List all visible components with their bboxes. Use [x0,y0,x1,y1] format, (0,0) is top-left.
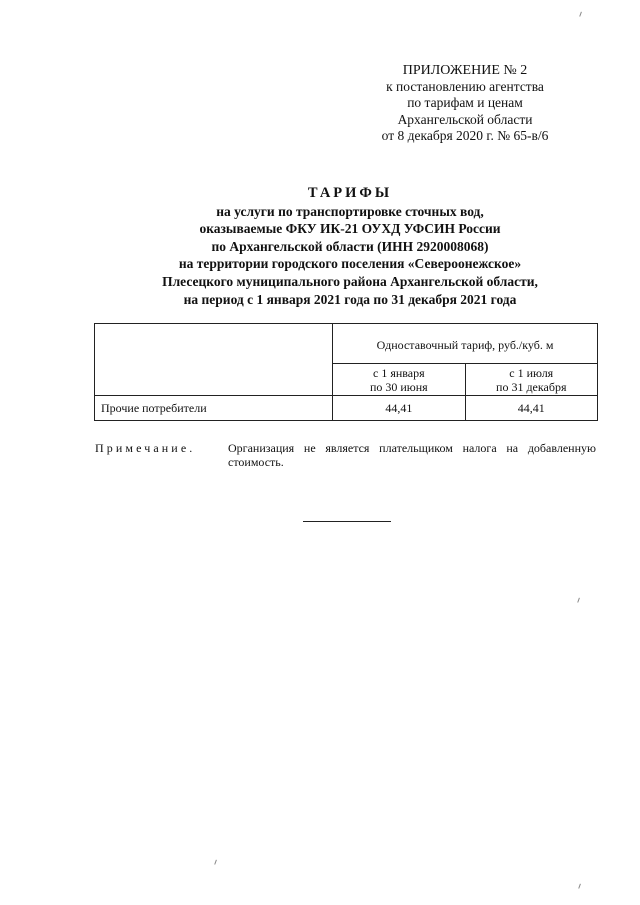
table-header-row [95,324,598,364]
period-second-half-start: с 1 июля [509,365,554,380]
title-line: по Архангельской области (ИНН 2920008068) [211,238,489,254]
appendix-ref-line: по тарифам и ценам [407,95,523,111]
tariff-value-second-half: 44,41 [465,396,598,421]
tariff-value-first-half: 44,41 [333,396,465,421]
tariff-header-cell: Одноставочный тариф, руб./куб. м [333,324,598,364]
scan-artifact [579,12,584,18]
scan-artifact [577,598,582,604]
title-line: на территории городского поселения «Североонежское» [178,256,522,272]
title-line: на период с 1 января 2021 года по 31 декабря 2021 года [183,291,517,307]
appendix-header [360,63,570,144]
empty-header-cell [95,324,333,396]
scan-artifact [578,884,583,890]
appendix-number: ПРИЛОЖЕНИЕ № 2 [402,63,528,78]
period-first-half-start: с 1 января [373,365,425,380]
title-line: оказываемые ФКУ ИК-21 ОУХД УФСИН России [199,221,501,237]
note-label: Примечание. [95,441,196,455]
appendix-ref-line: Архангельской области [397,111,533,127]
title-line: Плесецкого муниципального района Архангельской области, [162,273,538,289]
appendix-ref-line: к постановлению агентства [386,79,544,95]
period-second-half [465,364,598,396]
tariff-table [94,323,598,421]
document-title [95,185,605,308]
title-main: ТАРИФЫ [307,185,393,201]
consumer-category-cell: Прочие потребители [95,396,333,421]
title-line: на услуги по транспортировке сточных вод, [216,203,484,219]
period-second-half-end: по 31 декабря [496,379,567,394]
note-text: Организация не является плательщиком налога на добавленную стоимость. [228,441,596,469]
period-first-half-end: по 30 июня [369,379,428,394]
appendix-date-line: от 8 декабря 2020 г. № 65-в/6 [381,127,549,143]
table-row [95,396,598,421]
scan-artifact [214,860,219,866]
closing-divider [303,521,391,522]
period-first-half [333,364,465,396]
